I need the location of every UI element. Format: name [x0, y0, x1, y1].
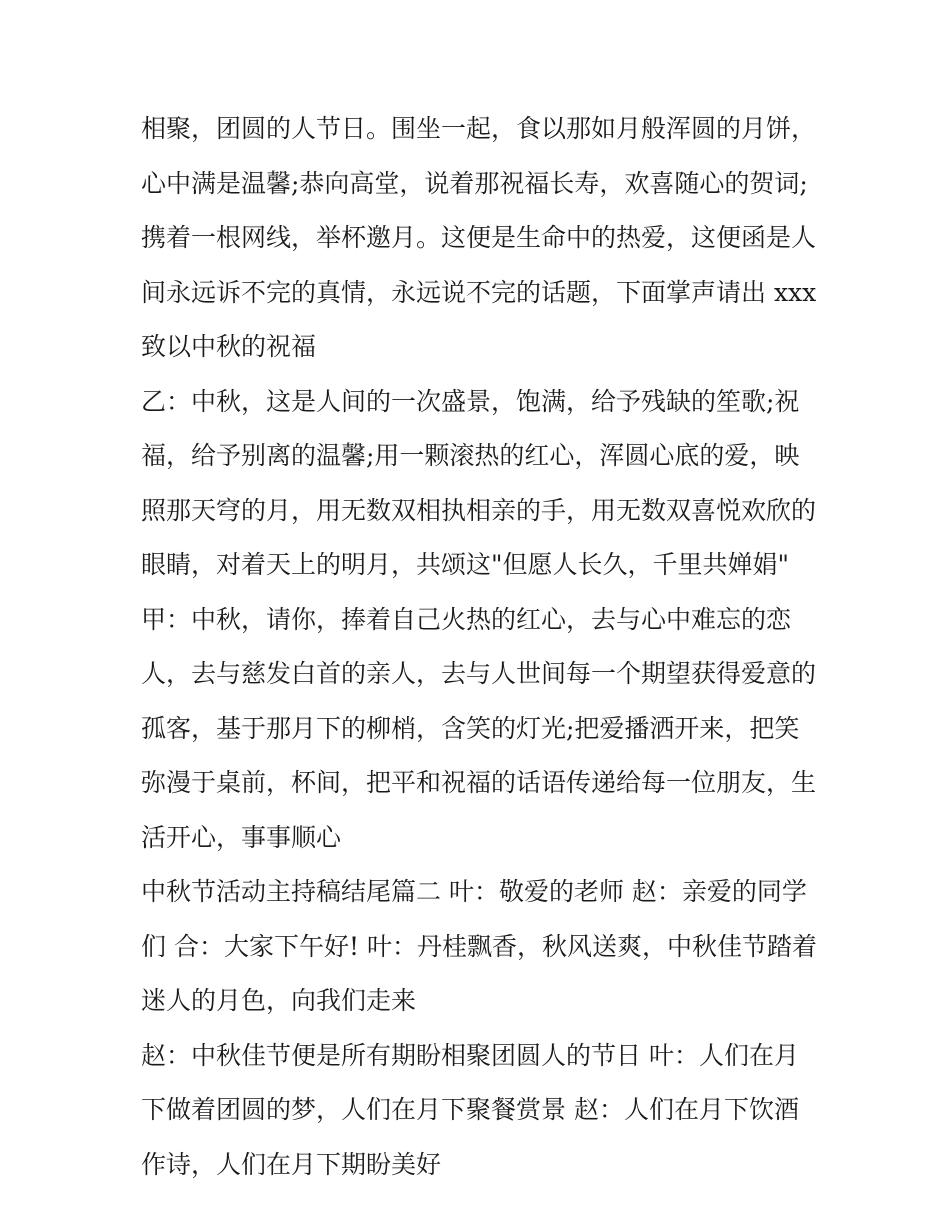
text-line: 乙：中秋，这是人间的一次盛景，饱满，给予残缺的笙歌;祝 — [141, 386, 800, 416]
text-line: 甲：中秋，请你，捧着自己火热的红心，去与心中难忘的恋 — [141, 604, 792, 634]
text-line: 心中满是温馨;恭向高堂，说着那祝福长寿，欢喜随心的贺词; — [141, 168, 808, 198]
text-line: 孤客，基于那月下的柳梢，含笑的灯光;把爱播洒开来，把笑 — [141, 713, 800, 743]
text-line: 相聚，团圆的人节日。围坐一起，食以那如月般浑圆的月饼， — [141, 114, 817, 143]
text-line: 福，给予别离的温馨;用一颗滚热的红心，浑圆心底的爱，映 — [141, 441, 800, 470]
text-line: 中秋节活动主持稿结尾篇二 叶：敬爱的老师 赵：亲爱的同学 — [141, 877, 807, 906]
text-line: 活开心，事事顺心 — [141, 822, 342, 852]
text-line: 下做着团圆的梦，人们在月下聚餐赏景 赵：人们在月下饮酒 — [141, 1095, 799, 1124]
text-line: 迷人的月色，向我们走来 — [141, 986, 417, 1015]
text-line: 们 合：大家下午好! 叶：丹桂飘香，秋风送爽，中秋佳节踏着 — [141, 931, 817, 961]
text-line: 照那天穹的月，用无数双相执相亲的手，用无数双喜悦欢欣的 — [141, 495, 817, 525]
text-line: 作诗，人们在月下期盼美好 — [141, 1149, 442, 1179]
text-line: 携着一根网线，举杯邀月。这便是生命中的热爱，这便函是人 — [141, 223, 817, 252]
text-line: 眼睛，对着天上的明月，共颂这"但愿人长久，千里共婵娟" — [141, 550, 790, 579]
document-body — [141, 102, 831, 1192]
text-line: 赵：中秋佳节便是所有期盼相聚团圆人的节日 叶：人们在月 — [141, 1040, 799, 1070]
text-line: 间永远诉不完的真情，永远说不完的话题，下面掌声请出 xxx — [141, 277, 817, 307]
text-line: 弥漫于桌前，杯间，把平和祝福的话语传递给每一位朋友，生 — [141, 768, 817, 797]
text-line: 致以中秋的祝福 — [141, 332, 317, 361]
text-line: 人，去与慈发白首的亲人，去与人世间每一个期望获得爱意的 — [141, 659, 817, 688]
